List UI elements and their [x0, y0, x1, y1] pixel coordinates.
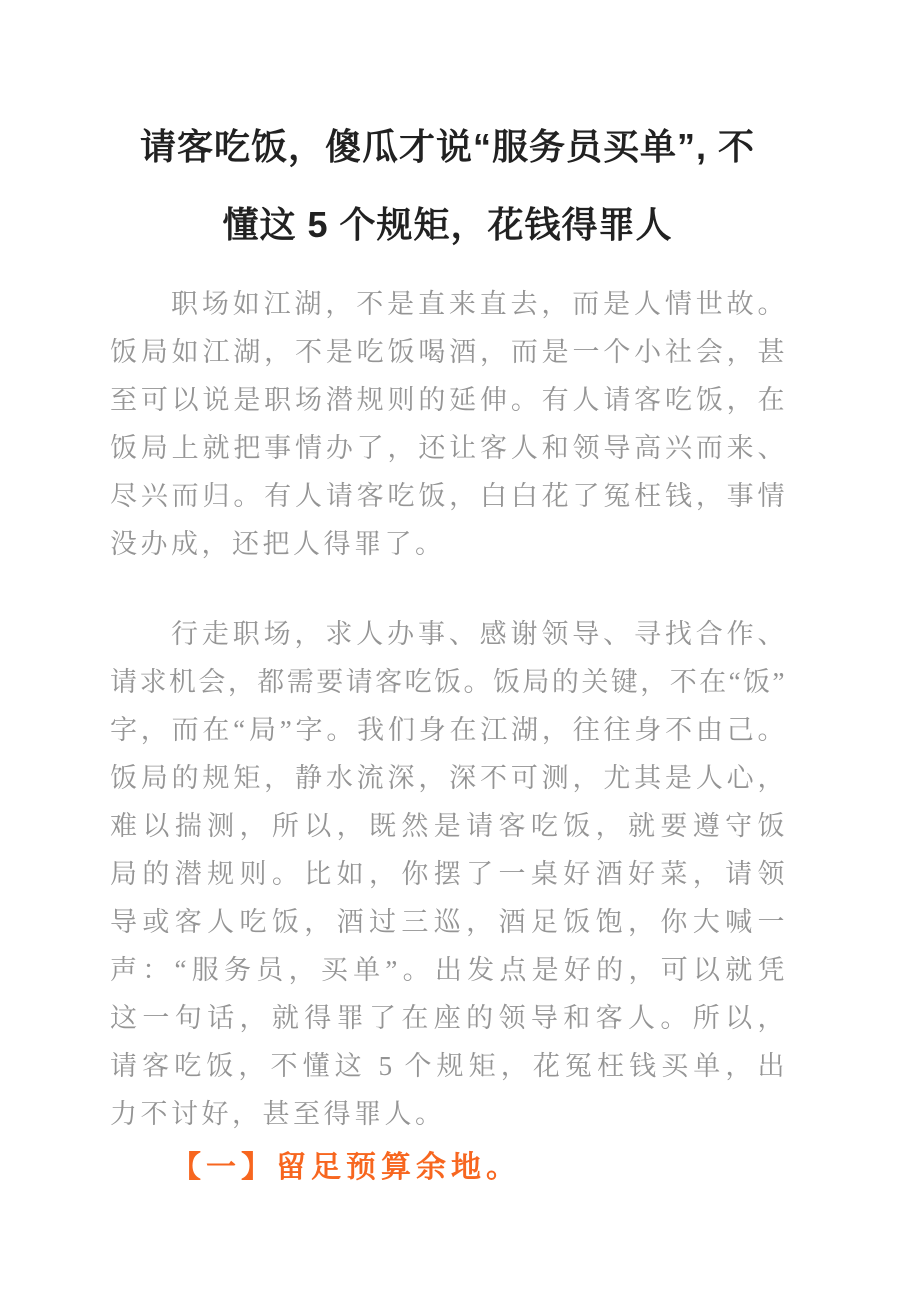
- paragraph-line: 至可以说是职场潜规则的延伸。有人请客吃饭，在: [110, 385, 785, 415]
- document-title-line-2: 懂这 5 个规矩，花钱得罪人: [222, 204, 673, 245]
- paragraph-line: 饭局的规矩，静水流深，深不可测，尤其是人心，: [110, 763, 785, 793]
- paragraph-line: 难以揣测，所以，既然是请客吃饭，就要遵守饭: [110, 811, 785, 841]
- paragraph: [110, 610, 785, 1138]
- paragraph-line: 没办成，还把人得罪了。: [110, 529, 446, 559]
- paragraph-line: 行走职场，求人办事、感谢领导、寻找合作、: [171, 619, 785, 649]
- paragraph-line: 声：“服务员，买单”。出发点是好的，可以就凭: [110, 955, 785, 985]
- paragraph-line: 字，而在“局”字。我们身在江湖，往往身不由己。: [110, 715, 785, 745]
- document-body: [110, 280, 785, 1192]
- paragraph-line: 尽兴而归。有人请客吃饭，白白花了冤枉钱，事情: [110, 481, 785, 511]
- paragraph-line: 饭局上就把事情办了，还让客人和领导高兴而来、: [110, 433, 785, 463]
- paragraph-line: 饭局如江湖，不是吃饭喝酒，而是一个小社会，甚: [110, 337, 785, 367]
- paragraph-line: 导或客人吃饭，酒过三巡，酒足饭饱，你大喊一: [110, 907, 785, 937]
- paragraph-line: 请客吃饭，不懂这 5 个规矩，花冤枉钱买单，出: [110, 1051, 785, 1081]
- paragraph-line: 力不讨好，甚至得罪人。: [110, 1099, 446, 1129]
- paragraph: [110, 280, 785, 568]
- paragraph-line: 请求机会，都需要请客吃饭。饭局的关键，不在“饭”: [110, 667, 785, 697]
- paragraph-line: 局的潜规则。比如，你摆了一桌好酒好菜，请领: [110, 859, 785, 889]
- paragraph-line: 职场如江湖，不是直来直去，而是人情世故。: [171, 289, 785, 319]
- document-title: [110, 108, 785, 264]
- document-title-line-1: 请客吃饭，傻瓜才说“服务员买单”, 不: [139, 126, 755, 167]
- paragraph-line: 这一句话，就得罪了在座的领导和客人。所以，: [110, 1003, 785, 1033]
- section-heading: 【一】留足预算余地。: [171, 1151, 521, 1184]
